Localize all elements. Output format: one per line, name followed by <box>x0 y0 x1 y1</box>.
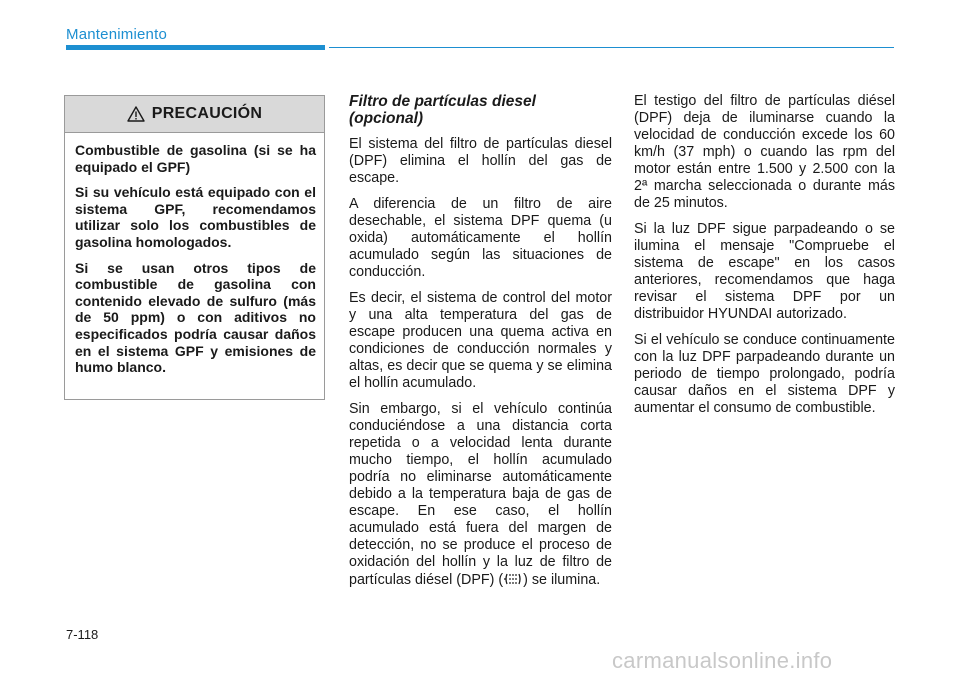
dpf-warning-icon <box>503 571 523 587</box>
dpf-paragraph: El sistema del filtro de partículas diesel (DPF) elimina el hollín del gas de escape. <box>349 136 612 186</box>
caution-box <box>64 95 325 400</box>
caution-paragraph: Si su vehículo está equipado con el sistema GPF, recomendamos utilizar solo los combustibles de gasolina homologados. <box>75 184 316 250</box>
dpf-text-before: Sin embargo, si el vehículo continúa conduciéndose a una distancia corta repetida o a velocidad lenta durante mucho tiempo, el hollín acumulado podría no eliminarse automáticamente debido a la temperatura baja de gas de escape. En ese caso, el hollín acumulado está fuera del margen de detección, no se produce el proceso de oxidación del hollín y la luz de filtro de partículas diésel (DPF) ( <box>349 401 612 588</box>
page-number: 7-118 <box>66 627 99 642</box>
caution-header <box>65 96 324 133</box>
header-rule-thick <box>66 45 325 50</box>
caution-heading: Combustible de gasolina (si se ha equipado el GPF) <box>75 142 316 175</box>
section-title: Mantenimiento <box>66 26 167 43</box>
right-paragraph: Si la luz DPF sigue parpadeando o se ilumina el mensaje "Compruebe el sistema de escape" en los casos anteriores, recomendamos que haga revisar el sistema DPF por un distribuidor HYUNDAI autorizado. <box>634 221 895 322</box>
header-rule-thin <box>329 47 894 48</box>
dpf-paragraph: Es decir, el sistema de control del motor y una alta temperatura del gas de escape producen una quema activa en condiciones de conducción normales y altas, es decir que se quema y se elimina el hollín acumulado. <box>349 290 612 391</box>
warning-triangle-icon <box>127 106 145 122</box>
watermark: carmanualsonline.info <box>612 648 833 673</box>
dpf-paragraph-last <box>349 401 612 589</box>
dpf-title: Filtro de partículas diesel (opcional) <box>349 93 536 127</box>
right-paragraph: El testigo del filtro de partículas diésel (DPF) deja de iluminarse cuando la velocidad de conducción excede los 60 km/h (37 mph) o cuando las rpm del motor están entre 1.500 y 2.500 con la 2ª marcha seleccionada o durante más de 25 minutos. <box>634 93 895 211</box>
dpf-right-column <box>634 93 895 426</box>
right-paragraph: Si el vehículo se conduce continuamente con la luz DPF parpadeando durante un periodo de tiempo prolongado, podría causar daños en el sistema DPF y aumentar el consumo de combustible. <box>634 332 895 416</box>
caution-body <box>65 133 324 376</box>
dpf-paragraph: A diferencia de un filtro de aire desechable, el sistema DPF quema (u oxida) automáticamente el hollín acumulado según las situaciones de conducción. <box>349 196 612 280</box>
dpf-column <box>349 93 612 598</box>
caution-title: PRECAUCIÓN <box>151 105 263 122</box>
dpf-text-after: ) se ilumina. <box>523 572 601 588</box>
caution-paragraph: Si se usan otros tipos de combustible de gasolina con contenido elevado de sulfuro (más de 50 ppm) o con aditivos no especificados podría causar daños en el sistema GPF y emisiones de humo blanco. <box>75 259 316 376</box>
